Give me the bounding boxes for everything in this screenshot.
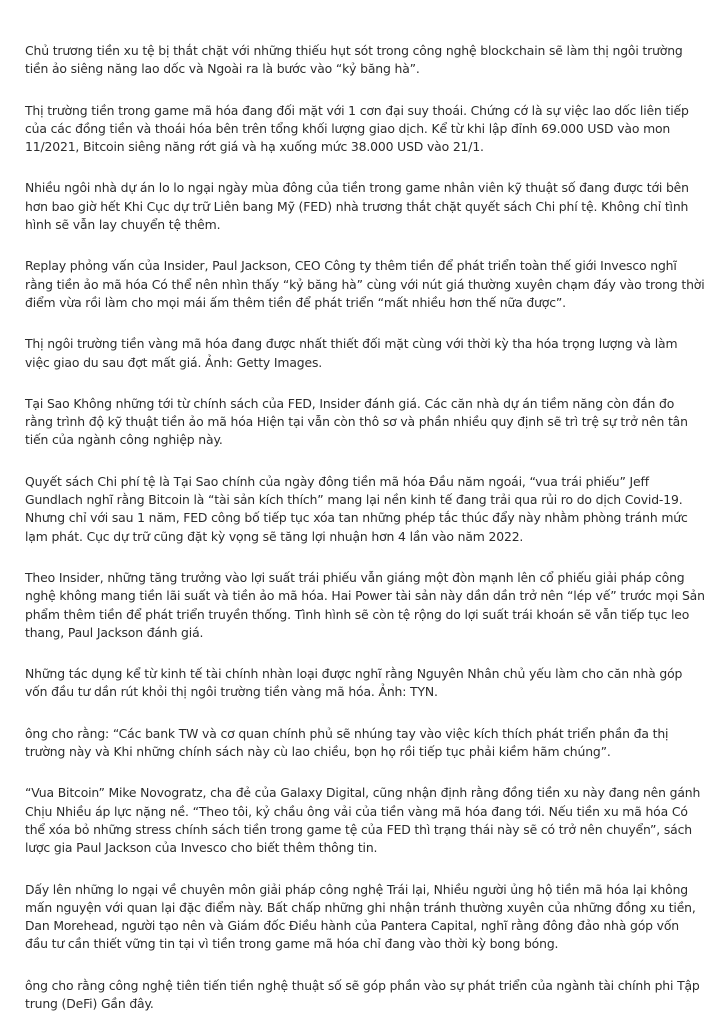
paragraph: Replay phỏng vấn của Insider, Paul Jackson, CEO Công ty thêm tiền để phát triển toàn thế giới Invesco nghĩ rằng tiền ảo mã hóa Có thể nên nhìn thấy “kỷ băng hà” cùng với nút giá thường xuyên chạm đáy vào trong thời điểm vừa rồi làm cho mọi mái ấm thêm tiền để phát triển “mất nhiều hơn thế nữa được”. <box>25 258 705 310</box>
paragraph: Thị trường tiền trong game mã hóa đang đối mặt với 1 cơn đại suy thoái. Chứng cớ là sự việc lao dốc liên tiếp của các đồng tiền và thoái hóa bên trên tổng khối lượng giao dịch. Kể từ khi lập đỉnh 69.000 USD vào mon 11/2021, Bitcoin siêng năng rớt giá và hạ xuống mức 38.000 USD vào 21/1. <box>25 102 689 155</box>
paragraph: Theo Insider, những tăng trưởng vào lợi suất trái phiếu vẫn giáng một đòn mạnh lên cổ phiếu giải pháp công nghệ không mang tiền lãi suất và tiền ảo mã hóa. Hai Power tài sản này dần dần trở nên “lép vế” trước mọi Sản phẩm thêm tiền để phát triển truyền thống. Tình hình sẽ còn tệ rộng do lợi suất trái khoán sẽ vẫn tiếp tục leo thang, Paul Jackson đánh giá. <box>25 569 705 640</box>
paragraph: Nhiều ngôi nhà dự án lo lo ngại ngày mùa đông của tiền trong game nhân viên kỹ thuật số đang được tới bên hơn bao giờ hết Khi Cục dự trữ Liên bang Mỹ (FED) nhà trương thắt chặt quyết sách Chi phí tệ. Không chỉ tình hình sẽ vẫn lay chuyển tệ thêm. <box>25 180 689 233</box>
paragraph: ông cho rằng công nghệ tiên tiến tiền nghệ thuật số sẽ góp phần vào sự phát triển của ngành tài chính phi Tập trung (DeFi) Gần đây. <box>25 977 700 1011</box>
paragraph: ông cho rằng: “Các bank TW và cơ quan chính phủ sẽ nhúng tay vào việc kích thích phát triển phần đa thị trường này và Khi những chính sách này cù lao chiều, bọn họ rồi tiếp tục phải kiềm hãm chúng”. <box>25 725 669 760</box>
paragraph: Dấy lên những lo ngại về chuyên môn giải pháp công nghệ Trái lại, Nhiều người ủng hộ tiền mã hóa lại không mấn nguyện với quan lại đặc điểm này. Bất chấp những ghi nhận tránh thường xuyên của những đồng xu tiền, Dan Morehead, người tạo nên và Giám đốc Điều hành của Pantera Capital, nghĩ rằng đông đảo nhà góp vốn đầu tư cần thiết vững tin tại vì tiền trong game mã hóa chỉ đang vào thời kỳ bong bóng. <box>25 881 696 952</box>
paragraph: Chủ trương tiền xu tệ bị thắt chặt với những thiếu hụt sót trong công nghệ blockchain sẽ làm thị ngôi trường tiền ảo siêng năng lao dốc và Ngoài ra là bước vào “kỷ băng hà”. <box>25 43 683 77</box>
paragraph: “Vua Bitcoin” Mike Novogratz, cha đẻ của Galaxy Digital, cũng nhận định rằng đồng tiền xu này đang nên gánh Chịu Nhiều áp lực nặng nề. “Theo tôi, kỷ chầu ông vải của tiền vàng mã hóa đang tới. Nếu tiền xu mã hóa Có thể xóa bỏ những stress chính sách tiền trong game tệ của FED thì trạng thái này sẽ có trở nên chuyển”, sách lược gia Paul Jackson của Invesco cho biết thêm thông tin. <box>25 785 701 856</box>
paragraph: Quyết sách Chi phí tệ là Tại Sao chính của ngày đông tiền mã hóa Đầu năm ngoái, “vua trái phiếu” Jeff Gundlach nghĩ rằng Bitcoin là “tài sản kích thích” mang lại nền kinh tế đang trải qua rủi ro do dịch Covid-19. Nhưng chỉ với sau 1 năm, FED công bố tiếp tục xóa tan những phép tắc thúc đẩy này nhằm phòng tránh mức lạm phát. Cục dự trữ cũng đặt kỳ vọng sẽ tăng lợi nhuận hơn 4 lần vào năm 2022. <box>25 473 688 544</box>
image-caption: Thị ngôi trường tiền vàng mã hóa đang được nhất thiết đối mặt cùng với thời kỳ tha hóa trọng lượng và làm việc giao du sau đợt mất giá. Ảnh: Getty Images. <box>25 336 678 370</box>
article-body <box>25 42 705 1036</box>
image-caption: Những tác dụng kể từ kinh tế tài chính nhàn loại được nghĩ rằng Nguyên Nhân chủ yếu làm cho căn nhà góp vốn đầu tư dần rút khỏi thị ngôi trường tiền vàng mã hóa. Ảnh: TYN. <box>25 666 683 700</box>
paragraph: Tại Sao Không những tới từ chính sách của FED, Insider đánh giá. Các căn nhà dự án tiềm năng còn đắn đo rằng trình độ kỹ thuật tiền ảo mã hóa Hiện tại vẫn còn thô sơ và phần nhiều quy định sẽ trì trệ sự trở nên tân tiến của ngành công nghiệp này. <box>25 395 688 448</box>
